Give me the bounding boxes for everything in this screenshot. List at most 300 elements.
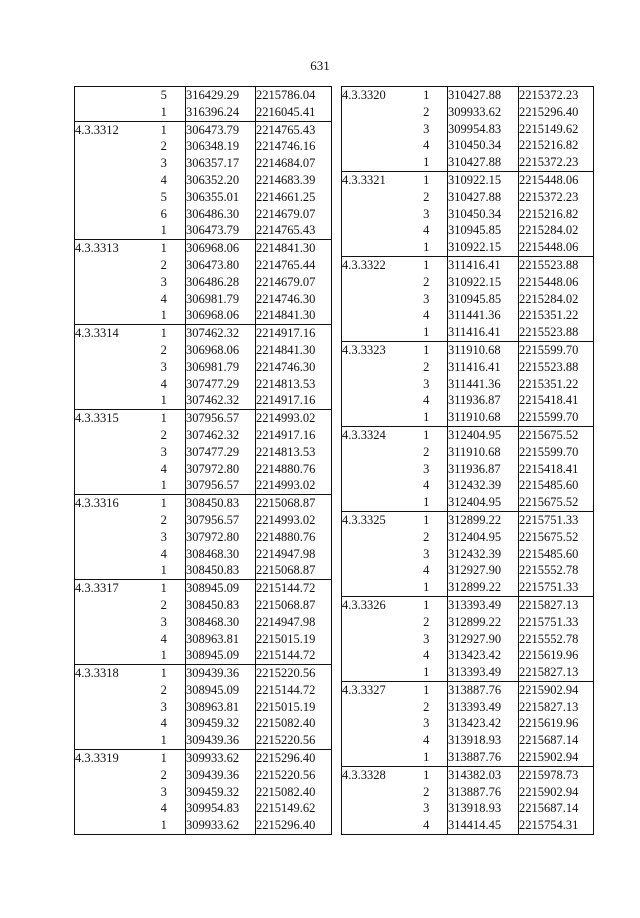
y-coordinate-cell: 2215523.88 [519,359,594,376]
parcel-code-cell [75,784,143,801]
parcel-code-cell [75,104,143,121]
x-coordinate-cell: 307972.80 [186,461,256,478]
point-number-cell: 2 [160,427,167,442]
y-coordinate-cell: 2214841.30 [256,307,332,324]
y-coordinate-cell: 2215296.40 [256,817,332,834]
y-coordinate-cell: 2215485.60 [519,546,594,563]
point-number-cell: 1 [406,766,448,783]
parcel-code-cell [342,715,406,732]
y-coordinate-cell: 2215902.94 [519,681,594,698]
parcel-code-cell [75,138,143,155]
x-coordinate-cell: 311910.68 [448,409,519,426]
x-coordinate-cell: 310427.88 [448,189,519,206]
y-coordinate-cell: 2215786.04 [256,87,332,104]
table-row [75,665,332,682]
table-row [342,426,594,443]
point-number-cell: 1 [423,325,430,340]
x-coordinate-cell: 310922.15 [448,171,519,188]
table-row [342,409,594,426]
y-coordinate-cell: 2214947.98 [256,546,332,563]
y-coordinate-cell: 2215220.56 [256,767,332,784]
y-coordinate-cell: 2214813.53 [256,376,332,393]
table-row [342,291,594,308]
x-coordinate-cell: 306348.19 [186,138,256,155]
y-coordinate-cell: 2215599.70 [519,409,594,426]
point-number-cell: 4 [423,478,430,493]
point-number-cell: 1 [160,223,167,238]
parcel-code-cell: 4.3.3317 [75,580,143,597]
x-coordinate-cell: 313393.49 [448,699,519,716]
point-number-cell: 2 [423,614,430,629]
point-number-cell: 1 [160,308,167,323]
parcel-code-cell [75,87,143,104]
table-row [75,189,332,206]
table-row [75,291,332,308]
y-coordinate-cell: 2214679.07 [256,274,332,291]
parcel-code-cell [75,800,143,817]
point-number-cell: 3 [160,274,167,289]
table-row [75,800,332,817]
parcel-code-cell [342,529,406,546]
y-coordinate-cell: 2215418.41 [519,392,594,409]
table-row [342,699,594,716]
coordinates-table-right [341,86,594,835]
table-row [342,307,594,324]
parcel-code-cell [342,376,406,393]
parcel-code-cell [342,562,406,579]
y-coordinate-cell: 2215619.96 [519,647,594,664]
x-coordinate-cell: 313918.93 [448,800,519,817]
parcel-code-cell: 4.3.3326 [342,596,406,613]
y-coordinate-cell: 2215220.56 [256,665,332,682]
x-coordinate-cell: 310427.88 [448,154,519,171]
parcel-code-cell [75,597,143,614]
x-coordinate-cell: 310945.85 [448,291,519,308]
table-row [342,341,594,358]
y-coordinate-cell: 2215296.40 [519,104,594,121]
x-coordinate-cell: 306486.28 [186,274,256,291]
parcel-code-cell [75,172,143,189]
table-row [342,631,594,648]
table-row [342,189,594,206]
parcel-code-cell [75,732,143,749]
y-coordinate-cell: 2215068.87 [256,597,332,614]
y-coordinate-cell: 2214765.43 [256,121,332,138]
parcel-code-cell [342,137,406,154]
x-coordinate-cell: 307462.32 [186,427,256,444]
x-coordinate-cell: 312432.39 [448,546,519,563]
table-row [342,206,594,223]
x-coordinate-cell: 311416.41 [448,256,519,273]
parcel-code-cell: 4.3.3321 [342,171,406,188]
x-coordinate-cell: 311416.41 [448,359,519,376]
parcel-code-cell: 4.3.3316 [75,495,143,512]
y-coordinate-cell: 2215220.56 [256,732,332,749]
point-number-cell: 1 [406,256,448,273]
table-row [342,494,594,511]
table-row [75,155,332,172]
x-coordinate-cell: 306473.79 [186,222,256,239]
point-number-cell: 1 [423,750,430,765]
table-row [342,732,594,749]
x-coordinate-cell: 313423.42 [448,715,519,732]
x-coordinate-cell: 309439.36 [186,665,256,682]
x-coordinate-cell: 310922.15 [448,239,519,256]
point-number-cell: 4 [160,801,167,816]
table-row [342,444,594,461]
x-coordinate-cell: 307972.80 [186,529,256,546]
point-number-cell: 5 [143,87,186,104]
y-coordinate-cell: 2214917.16 [256,392,332,409]
y-coordinate-cell: 2215082.40 [256,784,332,801]
x-coordinate-cell: 311936.87 [448,392,519,409]
y-coordinate-cell: 2215149.62 [256,800,332,817]
y-coordinate-cell: 2214841.30 [256,240,332,257]
table-row [342,817,594,834]
point-number-cell: 2 [423,444,430,459]
point-number-cell: 1 [406,511,448,528]
y-coordinate-cell: 2215448.06 [519,274,594,291]
y-coordinate-cell: 2215149.62 [519,121,594,138]
table-row [75,512,332,529]
point-number-cell: 3 [160,614,167,629]
point-number-cell: 4 [423,563,430,578]
point-number-cell: 2 [423,784,430,799]
parcel-code-cell [75,274,143,291]
y-coordinate-cell: 2216045.41 [256,104,332,121]
x-coordinate-cell: 308468.30 [186,614,256,631]
parcel-code-cell [342,274,406,291]
right-table-body [342,87,594,835]
table-row [342,562,594,579]
parcel-code-cell: 4.3.3314 [75,325,143,342]
x-coordinate-cell: 306968.06 [186,307,256,324]
parcel-code-cell [342,546,406,563]
table-row [342,614,594,631]
table-row [342,800,594,817]
point-number-cell: 2 [160,342,167,357]
point-number-cell: 1 [160,563,167,578]
parcel-code-cell: 4.3.3324 [342,426,406,443]
parcel-code-cell: 4.3.3322 [342,256,406,273]
point-number-cell: 1 [423,240,430,255]
y-coordinate-cell: 2214880.76 [256,529,332,546]
parcel-code-cell [75,222,143,239]
x-coordinate-cell: 309933.62 [186,750,256,767]
table-row [75,172,332,189]
x-coordinate-cell: 312404.95 [448,529,519,546]
table-row [75,597,332,614]
parcel-code-cell [342,817,406,834]
parcel-code-cell [342,749,406,766]
y-coordinate-cell: 2214813.53 [256,444,332,461]
y-coordinate-cell: 2214917.16 [256,325,332,342]
point-number-cell: 4 [160,291,167,306]
x-coordinate-cell: 311441.36 [448,376,519,393]
parcel-code-cell: 4.3.3319 [75,750,143,767]
parcel-code-cell [342,444,406,461]
table-row [75,529,332,546]
point-number-cell: 3 [160,444,167,459]
point-number-cell: 4 [160,172,167,187]
y-coordinate-cell: 2214947.98 [256,614,332,631]
parcel-code-cell [75,767,143,784]
parcel-code-cell [342,614,406,631]
x-coordinate-cell: 310922.15 [448,274,519,291]
x-coordinate-cell: 308963.81 [186,631,256,648]
x-coordinate-cell: 309439.36 [186,732,256,749]
y-coordinate-cell: 2215687.14 [519,732,594,749]
table-row [342,461,594,478]
y-coordinate-cell: 2215015.19 [256,699,332,716]
point-number-cell: 1 [160,733,167,748]
x-coordinate-cell: 312404.95 [448,426,519,443]
parcel-code-cell [75,155,143,172]
parcel-code-cell [75,647,143,664]
x-coordinate-cell: 309459.32 [186,715,256,732]
point-number-cell: 1 [143,325,186,342]
parcel-code-cell: 4.3.3327 [342,681,406,698]
y-coordinate-cell: 2215523.88 [519,324,594,341]
y-coordinate-cell: 2214683.39 [256,172,332,189]
table-row [75,307,332,324]
y-coordinate-cell: 2214679.07 [256,206,332,223]
x-coordinate-cell: 316396.24 [186,104,256,121]
parcel-code-cell [75,257,143,274]
x-coordinate-cell: 306473.80 [186,257,256,274]
parcel-code-cell: 4.3.3323 [342,341,406,358]
x-coordinate-cell: 310945.85 [448,222,519,239]
parcel-code-cell [75,477,143,494]
y-coordinate-cell: 2215068.87 [256,562,332,579]
y-coordinate-cell: 2215599.70 [519,444,594,461]
parcel-code-cell [342,664,406,681]
y-coordinate-cell: 2215216.82 [519,137,594,154]
y-coordinate-cell: 2215751.33 [519,579,594,596]
point-number-cell: 2 [160,597,167,612]
x-coordinate-cell: 310450.34 [448,206,519,223]
x-coordinate-cell: 312404.95 [448,494,519,511]
y-coordinate-cell: 2215619.96 [519,715,594,732]
table-row [342,121,594,138]
parcel-code-cell [75,699,143,716]
y-coordinate-cell: 2215902.94 [519,784,594,801]
x-coordinate-cell: 313393.49 [448,664,519,681]
point-number-cell: 1 [423,410,430,425]
table-row [75,376,332,393]
parcel-code-cell [342,189,406,206]
table-row [342,784,594,801]
table-row [75,240,332,257]
point-number-cell: 2 [423,699,430,714]
table-row [342,529,594,546]
point-number-cell: 3 [423,716,430,731]
point-number-cell: 2 [423,529,430,544]
x-coordinate-cell: 312927.90 [448,631,519,648]
x-coordinate-cell: 306486.30 [186,206,256,223]
x-coordinate-cell: 309439.36 [186,767,256,784]
point-number-cell: 4 [423,393,430,408]
table-row [75,342,332,359]
point-number-cell: 1 [160,648,167,663]
x-coordinate-cell: 306357.17 [186,155,256,172]
point-number-cell: 1 [143,121,186,138]
point-number-cell: 4 [160,461,167,476]
x-coordinate-cell: 308468.30 [186,546,256,563]
table-row [75,121,332,138]
table-row [342,324,594,341]
x-coordinate-cell: 308450.83 [186,597,256,614]
table-row [342,749,594,766]
table-row [75,222,332,239]
table-row [342,171,594,188]
table-row [342,239,594,256]
y-coordinate-cell: 2215485.60 [519,477,594,494]
point-number-cell: 1 [423,580,430,595]
parcel-code-cell [342,121,406,138]
point-number-cell: 4 [406,817,448,834]
x-coordinate-cell: 307477.29 [186,376,256,393]
point-number-cell: 3 [423,291,430,306]
table-row [342,681,594,698]
point-number-cell: 1 [406,426,448,443]
x-coordinate-cell: 308945.09 [186,580,256,597]
x-coordinate-cell: 313887.76 [448,784,519,801]
parcel-code-cell [75,359,143,376]
parcel-code-cell [75,291,143,308]
y-coordinate-cell: 2214746.30 [256,359,332,376]
y-coordinate-cell: 2214661.25 [256,189,332,206]
table-row [342,87,594,104]
parcel-code-cell: 4.3.3315 [75,410,143,427]
point-number-cell: 3 [160,359,167,374]
point-number-cell: 1 [143,750,186,767]
parcel-code-cell [75,444,143,461]
y-coordinate-cell: 2215068.87 [256,495,332,512]
point-number-cell: 1 [143,495,186,512]
table-row [342,664,594,681]
table-row [75,562,332,579]
parcel-code-cell [75,189,143,206]
page-number: 631 [310,58,330,73]
point-number-cell: 4 [423,138,430,153]
point-number-cell: 3 [423,546,430,561]
table-row [342,376,594,393]
parcel-code-cell [75,342,143,359]
x-coordinate-cell: 306981.79 [186,291,256,308]
parcel-code-cell [75,817,143,834]
point-number-cell: 3 [423,801,430,816]
y-coordinate-cell: 2215448.06 [519,239,594,256]
table-row [75,359,332,376]
table-row [342,222,594,239]
point-number-cell: 1 [160,104,167,119]
y-coordinate-cell: 2215372.23 [519,154,594,171]
y-coordinate-cell: 2214841.30 [256,342,332,359]
parcel-code-cell [75,392,143,409]
point-number-cell: 1 [160,393,167,408]
y-coordinate-cell: 2215978.73 [519,766,594,783]
point-number-cell: 3 [160,699,167,714]
parcel-code-cell [342,579,406,596]
parcel-code-cell [342,291,406,308]
table-row [75,257,332,274]
x-coordinate-cell: 306981.79 [186,359,256,376]
x-coordinate-cell: 311936.87 [448,461,519,478]
y-coordinate-cell: 2214993.02 [256,512,332,529]
y-coordinate-cell: 2215599.70 [519,341,594,358]
table-row [342,579,594,596]
parcel-code-cell [342,784,406,801]
x-coordinate-cell: 306968.06 [186,342,256,359]
table-row [75,546,332,563]
table-row [75,495,332,512]
y-coordinate-cell: 2215902.94 [519,749,594,766]
point-number-cell: 2 [423,359,430,374]
parcel-code-cell [342,477,406,494]
parcel-code-cell [75,512,143,529]
x-coordinate-cell: 310450.34 [448,137,519,154]
parcel-code-cell [342,222,406,239]
y-coordinate-cell: 2215754.31 [519,817,594,834]
parcel-code-cell: 4.3.3328 [342,766,406,783]
parcel-code-cell [342,494,406,511]
x-coordinate-cell: 306968.06 [186,240,256,257]
table-row [342,104,594,121]
point-number-cell: 4 [160,631,167,646]
x-coordinate-cell: 306352.20 [186,172,256,189]
point-number-cell: 3 [423,376,430,391]
x-coordinate-cell: 312927.90 [448,562,519,579]
table-row [342,392,594,409]
table-row [75,631,332,648]
x-coordinate-cell: 316429.29 [186,87,256,104]
y-coordinate-cell: 2214765.43 [256,222,332,239]
point-number-cell: 3 [423,121,430,136]
y-coordinate-cell: 2215351.22 [519,307,594,324]
parcel-code-cell [342,732,406,749]
y-coordinate-cell: 2215827.13 [519,699,594,716]
x-coordinate-cell: 312899.22 [448,614,519,631]
table-row [342,274,594,291]
x-coordinate-cell: 307956.57 [186,410,256,427]
point-number-cell: 3 [423,206,430,221]
parcel-code-cell [342,239,406,256]
table-row [75,699,332,716]
point-number-cell: 2 [160,682,167,697]
coordinates-table-left [74,86,332,835]
table-row [75,138,332,155]
x-coordinate-cell: 306355.01 [186,189,256,206]
point-number-cell: 3 [160,529,167,544]
x-coordinate-cell: 307956.57 [186,512,256,529]
y-coordinate-cell: 2214765.44 [256,257,332,274]
table-row [75,206,332,223]
parcel-code-cell [342,699,406,716]
x-coordinate-cell: 308963.81 [186,699,256,716]
x-coordinate-cell: 307462.32 [186,325,256,342]
x-coordinate-cell: 309933.62 [186,817,256,834]
table-row [342,511,594,528]
table-row [75,580,332,597]
table-row [75,477,332,494]
point-number-cell: 6 [160,206,167,221]
point-number-cell: 4 [160,546,167,561]
parcel-code-cell: 4.3.3325 [342,511,406,528]
point-number-cell: 1 [143,580,186,597]
point-number-cell: 2 [423,104,430,119]
table-row [75,647,332,664]
